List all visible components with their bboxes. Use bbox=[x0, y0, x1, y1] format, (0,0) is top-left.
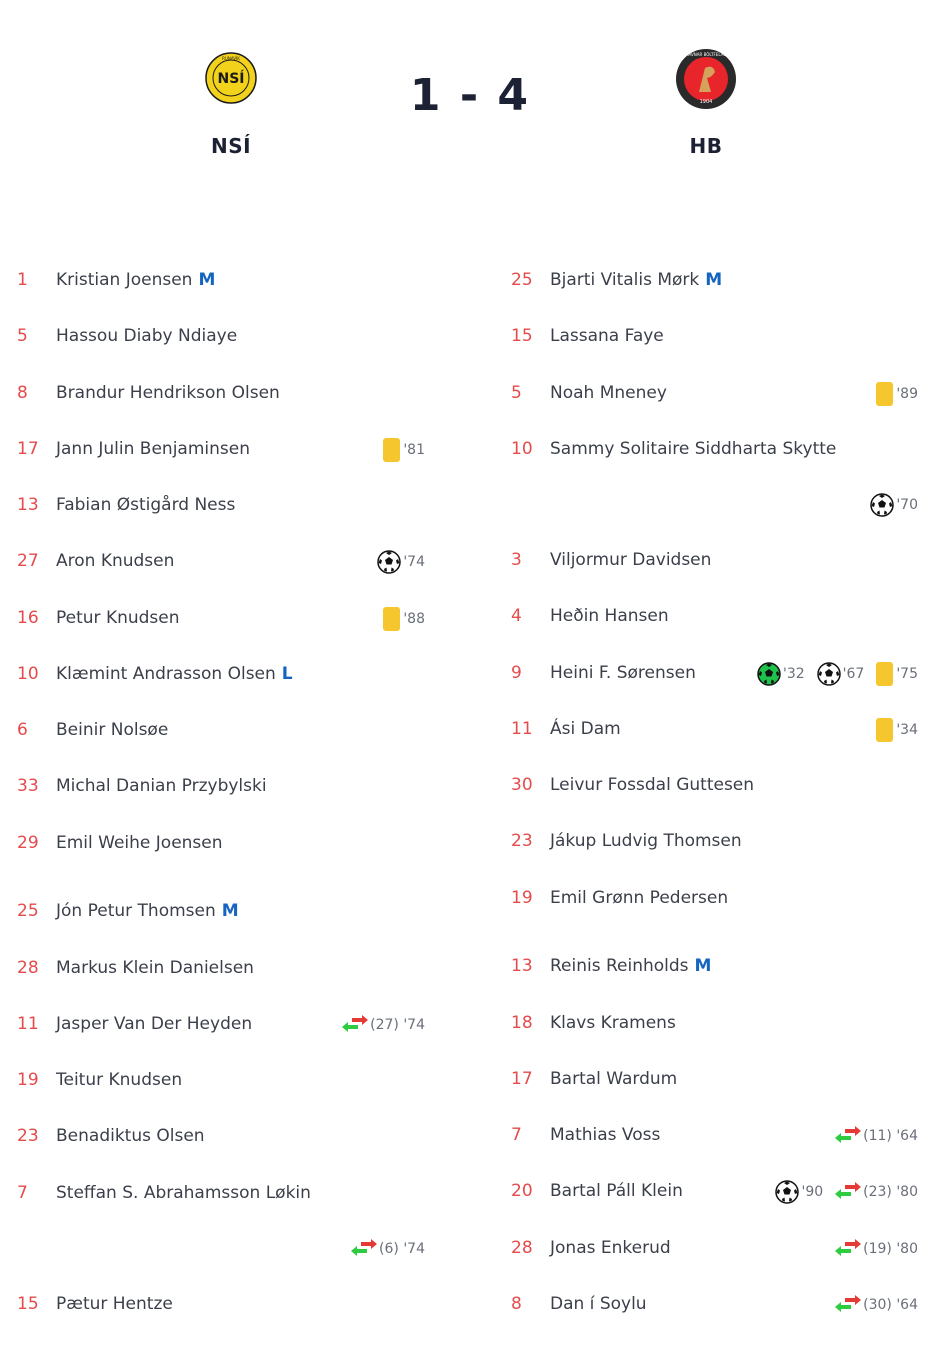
away-team-name[interactable]: HB bbox=[689, 134, 723, 158]
home-player-name[interactable] bbox=[56, 720, 168, 740]
home-player-name-text: Aron Knudsen bbox=[56, 551, 175, 571]
home-player-number: 10 bbox=[17, 664, 39, 684]
away-player-number: 4 bbox=[511, 606, 522, 626]
svg-text:RUNAVÍK: RUNAVÍK bbox=[222, 56, 240, 61]
away-player-events bbox=[757, 662, 918, 686]
away-player-number: 19 bbox=[511, 888, 533, 908]
home-player-number: 27 bbox=[17, 551, 39, 571]
goal-icon-green bbox=[757, 662, 781, 686]
svg-text:1904: 1904 bbox=[699, 99, 713, 105]
home-player-name[interactable] bbox=[56, 958, 254, 978]
away-player-number: 18 bbox=[511, 1013, 533, 1033]
away-player-name[interactable] bbox=[550, 439, 836, 459]
away-player-events bbox=[775, 1180, 918, 1204]
goal-icon bbox=[377, 550, 401, 574]
home-player-name[interactable] bbox=[56, 1126, 205, 1146]
home-player-events bbox=[351, 1237, 425, 1261]
away-player-events bbox=[835, 1293, 918, 1317]
home-player-name-text: Jasper Van Der Heyden bbox=[56, 1014, 253, 1034]
home-player-name[interactable] bbox=[56, 608, 180, 628]
event-minute: (23) '80 bbox=[863, 1184, 918, 1200]
svg-text:NSÍ: NSÍ bbox=[217, 71, 245, 87]
home-player-name-text: Steffan S. Abrahamsson Løkin bbox=[56, 1183, 311, 1203]
home-player-events bbox=[383, 438, 425, 462]
away-player-name-text: Bartal Páll Klein bbox=[550, 1181, 683, 1201]
away-player-name-text: Lassana Faye bbox=[550, 326, 664, 346]
home-player-number: 17 bbox=[17, 439, 39, 459]
event-minute: '70 bbox=[896, 497, 918, 513]
away-player-number: 11 bbox=[511, 719, 533, 739]
away-player-number: 17 bbox=[511, 1069, 533, 1089]
away-player-name-text: Mathias Voss bbox=[550, 1125, 661, 1145]
match-event bbox=[383, 607, 425, 631]
away-player-name[interactable] bbox=[550, 550, 711, 570]
home-player-name-text: Beinir Nolsøe bbox=[56, 720, 169, 740]
goal-icon bbox=[870, 493, 894, 517]
away-player-name-text: Emil Grønn Pedersen bbox=[550, 888, 729, 908]
svg-text:HAVNAR BÓLTFELAG: HAVNAR BÓLTFELAG bbox=[685, 52, 727, 57]
home-player-number: 5 bbox=[17, 326, 28, 346]
away-player-name-text: Bjarti Vitalis Mørk bbox=[550, 270, 700, 290]
match-event bbox=[817, 662, 865, 686]
home-player-name[interactable] bbox=[56, 1183, 311, 1203]
away-player-name[interactable] bbox=[550, 1125, 660, 1145]
home-player-name-text: Markus Klein Danielsen bbox=[56, 958, 254, 978]
player-role-badge: M bbox=[705, 270, 723, 290]
home-player-number: 11 bbox=[17, 1014, 39, 1034]
home-player-number: 29 bbox=[17, 833, 39, 853]
home-player-name[interactable] bbox=[56, 664, 293, 684]
home-player-number: 33 bbox=[17, 776, 39, 796]
match-score: 1 - 4 bbox=[409, 70, 531, 121]
event-minute: '34 bbox=[896, 722, 918, 738]
away-player-name[interactable] bbox=[550, 775, 754, 795]
player-role-badge: M bbox=[198, 270, 216, 290]
away-player-name-text: Viljormur Davidsen bbox=[550, 550, 712, 570]
away-player-name-text: Klavs Kramens bbox=[550, 1013, 676, 1033]
player-role-badge: M bbox=[694, 956, 712, 976]
player-role-badge: M bbox=[221, 901, 239, 921]
home-player-name[interactable] bbox=[56, 833, 223, 853]
away-player-name-text: Ási Dam bbox=[550, 719, 621, 739]
away-player-name[interactable] bbox=[550, 383, 667, 403]
away-player-name-text: Leivur Fossdal Guttesen bbox=[550, 775, 755, 795]
event-minute: '89 bbox=[896, 386, 918, 402]
goal-icon bbox=[775, 1180, 799, 1204]
yellow-card-icon bbox=[876, 662, 893, 686]
home-player-number: 1 bbox=[17, 270, 28, 290]
away-player-name-text: Jonas Enkerud bbox=[550, 1238, 671, 1258]
home-player-name[interactable] bbox=[56, 270, 215, 290]
event-minute: '32 bbox=[782, 666, 805, 682]
home-player-name-text: Klæmint Andrasson Olsen bbox=[56, 664, 276, 684]
home-player-number: 13 bbox=[17, 495, 39, 515]
home-player-name-text: Fabian Østigård Ness bbox=[56, 495, 236, 515]
home-player-number: 6 bbox=[17, 720, 28, 740]
home-player-name[interactable] bbox=[56, 776, 267, 796]
away-player-number: 30 bbox=[511, 775, 533, 795]
away-player-name-text: Heini F. Sørensen bbox=[550, 663, 696, 683]
away-player-events bbox=[835, 1237, 918, 1261]
home-player-name-text: Teitur Knudsen bbox=[56, 1070, 183, 1090]
away-player-number: 23 bbox=[511, 831, 533, 851]
substitution-icon bbox=[835, 1239, 861, 1259]
home-player-events bbox=[383, 607, 425, 631]
away-player-name-text: Dan í Soylu bbox=[550, 1294, 647, 1314]
away-player-name[interactable] bbox=[550, 1069, 677, 1089]
away-player-name[interactable] bbox=[550, 663, 696, 683]
away-player-name[interactable] bbox=[550, 1294, 647, 1314]
yellow-card-icon bbox=[383, 607, 400, 631]
event-minute: '88 bbox=[403, 611, 425, 627]
home-player-number: 7 bbox=[17, 1183, 28, 1203]
match-event bbox=[377, 550, 425, 574]
match-event bbox=[351, 1239, 425, 1259]
match-event bbox=[835, 1126, 918, 1146]
home-player-name[interactable] bbox=[56, 495, 235, 515]
substitution-icon bbox=[835, 1182, 861, 1202]
home-player-events bbox=[342, 1013, 425, 1037]
away-player-name[interactable] bbox=[550, 1181, 683, 1201]
event-minute: (30) '64 bbox=[863, 1297, 918, 1313]
away-player-name[interactable] bbox=[550, 831, 742, 851]
away-player-number: 10 bbox=[511, 439, 533, 459]
home-player-number: 8 bbox=[17, 383, 28, 403]
substitution-icon bbox=[835, 1295, 861, 1315]
away-player-name[interactable] bbox=[550, 606, 669, 626]
match-event bbox=[870, 493, 918, 517]
away-player-name-text: Sammy Solitaire Siddharta Skytte bbox=[550, 439, 837, 459]
away-player-events bbox=[876, 718, 918, 742]
away-player-name[interactable] bbox=[550, 719, 621, 739]
away-player-name-text: Noah Mneney bbox=[550, 383, 667, 403]
match-event bbox=[876, 382, 918, 406]
away-player-number: 9 bbox=[511, 663, 522, 683]
home-player-number: 15 bbox=[17, 1294, 39, 1314]
match-event bbox=[383, 438, 425, 462]
away-player-events bbox=[876, 382, 918, 406]
home-team-name[interactable]: NSÍ bbox=[210, 134, 252, 158]
event-minute: (6) '74 bbox=[379, 1241, 425, 1257]
yellow-card-icon bbox=[876, 382, 893, 406]
home-player-name-text: Pætur Hentze bbox=[56, 1294, 173, 1314]
away-player-number: 25 bbox=[511, 270, 533, 290]
home-player-name-text: Emil Weihe Joensen bbox=[56, 833, 223, 853]
home-player-name-text: Jón Petur Thomsen bbox=[56, 901, 216, 921]
event-minute: '90 bbox=[801, 1184, 824, 1200]
home-player-name[interactable] bbox=[56, 901, 239, 921]
home-player-name-text: Hassou Diaby Ndiaye bbox=[56, 326, 238, 346]
away-player-name-text: Reinis Reinholds bbox=[550, 956, 689, 976]
away-player-number: 5 bbox=[511, 383, 522, 403]
away-player-number: 8 bbox=[511, 1294, 522, 1314]
home-player-number: 23 bbox=[17, 1126, 39, 1146]
event-minute: '67 bbox=[842, 666, 865, 682]
away-crest bbox=[675, 48, 737, 110]
home-player-name[interactable] bbox=[56, 551, 174, 571]
event-minute: '74 bbox=[403, 554, 425, 570]
home-player-name-text: Jann Julin Benjaminsen bbox=[56, 439, 250, 459]
yellow-card-icon bbox=[876, 718, 893, 742]
away-player-name-text: Bartal Wardum bbox=[550, 1069, 678, 1089]
match-event bbox=[835, 1239, 918, 1259]
away-player-number: 3 bbox=[511, 550, 522, 570]
match-event bbox=[835, 1182, 918, 1202]
match-event bbox=[342, 1015, 425, 1035]
match-event bbox=[835, 1295, 918, 1315]
home-crest bbox=[205, 52, 257, 104]
away-player-events bbox=[870, 493, 918, 517]
home-player-name-text: Petur Knudsen bbox=[56, 608, 180, 628]
home-player-number: 28 bbox=[17, 958, 39, 978]
home-player-name[interactable] bbox=[56, 439, 250, 459]
home-player-number: 25 bbox=[17, 901, 39, 921]
event-minute: (11) '64 bbox=[863, 1128, 918, 1144]
away-player-name[interactable] bbox=[550, 326, 664, 346]
home-player-name[interactable] bbox=[56, 383, 280, 403]
home-player-name-text: Kristian Joensen bbox=[56, 270, 193, 290]
away-player-name-text: Jákup Ludvig Thomsen bbox=[550, 831, 742, 851]
home-player-name[interactable] bbox=[56, 1070, 182, 1090]
home-player-name[interactable] bbox=[56, 1014, 252, 1034]
away-player-number: 15 bbox=[511, 326, 533, 346]
home-player-name-text: Brandur Hendrikson Olsen bbox=[56, 383, 280, 403]
home-player-name-text: Benadiktus Olsen bbox=[56, 1126, 205, 1146]
home-player-number: 19 bbox=[17, 1070, 39, 1090]
away-player-number: 13 bbox=[511, 956, 533, 976]
away-player-number: 7 bbox=[511, 1125, 522, 1145]
home-player-number: 16 bbox=[17, 608, 39, 628]
goal-icon bbox=[817, 662, 841, 686]
away-player-name[interactable] bbox=[550, 956, 711, 976]
away-player-events bbox=[835, 1124, 918, 1148]
yellow-card-icon bbox=[383, 438, 400, 462]
event-minute: (27) '74 bbox=[370, 1017, 425, 1033]
match-event bbox=[876, 718, 918, 742]
away-player-number: 28 bbox=[511, 1238, 533, 1258]
away-player-number: 20 bbox=[511, 1181, 533, 1201]
home-player-events bbox=[377, 550, 425, 574]
player-role-badge: L bbox=[281, 664, 293, 684]
substitution-icon bbox=[835, 1126, 861, 1146]
event-minute: '81 bbox=[403, 442, 425, 458]
match-event bbox=[757, 662, 805, 686]
match-event bbox=[775, 1180, 823, 1204]
home-player-name[interactable] bbox=[56, 1294, 173, 1314]
match-event bbox=[876, 662, 918, 686]
away-player-name[interactable] bbox=[550, 1238, 671, 1258]
away-player-name[interactable] bbox=[550, 270, 722, 290]
event-minute: '75 bbox=[896, 666, 918, 682]
home-player-name-text: Michal Danian Przybylski bbox=[56, 776, 267, 796]
away-player-name[interactable] bbox=[550, 888, 728, 908]
away-player-name-text: Heðin Hansen bbox=[550, 606, 669, 626]
substitution-icon bbox=[342, 1015, 368, 1035]
away-player-name[interactable] bbox=[550, 1013, 676, 1033]
event-minute: (19) '80 bbox=[863, 1241, 918, 1257]
substitution-icon bbox=[351, 1239, 377, 1259]
home-player-name[interactable] bbox=[56, 326, 237, 346]
